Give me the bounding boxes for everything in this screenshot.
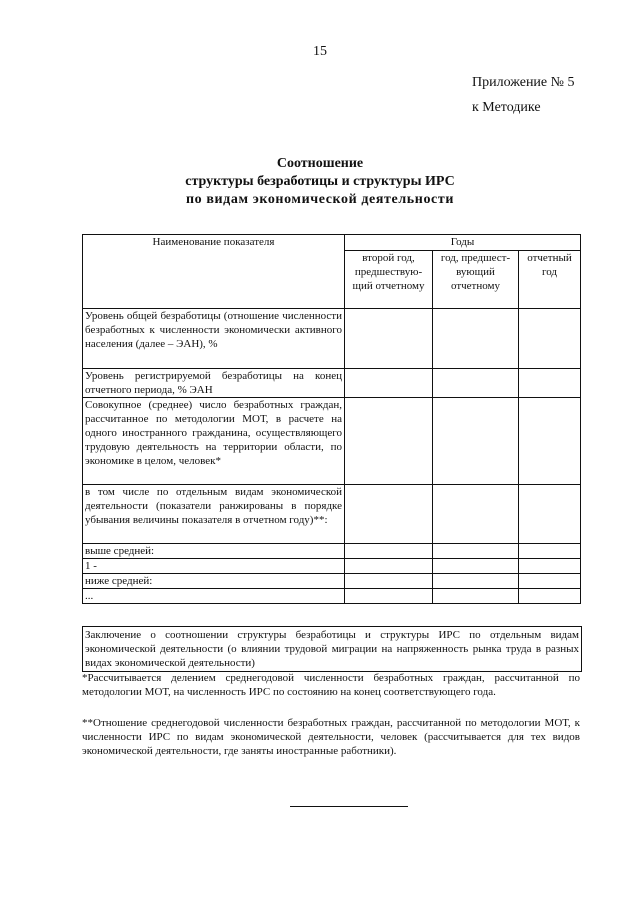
row-label: ниже средней: bbox=[83, 574, 345, 589]
appendix-label: Приложение № 5 bbox=[472, 75, 575, 90]
table-row bbox=[83, 574, 581, 589]
value-cell bbox=[519, 309, 581, 369]
header-prior-year: год, предшест- вующий отчетному bbox=[433, 251, 519, 309]
methodology-reference: к Методике bbox=[472, 100, 541, 115]
table-row bbox=[83, 369, 581, 398]
table-row bbox=[83, 485, 581, 544]
row-label: выше средней: bbox=[83, 544, 345, 559]
table-row bbox=[83, 559, 581, 574]
value-cell bbox=[433, 544, 519, 559]
table-row bbox=[83, 398, 581, 485]
value-cell bbox=[433, 369, 519, 398]
value-cell bbox=[519, 574, 581, 589]
document-title-line-2: структуры безработицы и структуры ИРС bbox=[185, 174, 455, 189]
row-label: Совокупное (среднее) число безработных граждан, рассчитанное по методологии МОТ, в расчете на одного иностранного гражданина, осуществляющего трудовую деятельность на территории области, по экономике в целом, человек* bbox=[83, 398, 345, 485]
value-cell bbox=[345, 559, 433, 574]
header-indicator-name: Наименование показателя bbox=[83, 235, 345, 309]
value-cell bbox=[345, 544, 433, 559]
header-reporting-year: отчетный год bbox=[519, 251, 581, 309]
value-cell bbox=[433, 398, 519, 485]
value-cell bbox=[345, 485, 433, 544]
bottom-divider bbox=[290, 806, 408, 807]
value-cell bbox=[433, 589, 519, 604]
row-label: ... bbox=[83, 589, 345, 604]
value-cell bbox=[345, 369, 433, 398]
row-label: 1 - bbox=[83, 559, 345, 574]
value-cell bbox=[433, 485, 519, 544]
value-cell bbox=[345, 309, 433, 369]
indicators-table bbox=[82, 234, 581, 604]
table-row bbox=[83, 589, 581, 604]
row-label: Уровень регистрируемой безработицы на конец отчетного периода, % ЭАН bbox=[83, 369, 345, 398]
value-cell bbox=[519, 589, 581, 604]
footnote-1: *Рассчитывается делением среднегодовой численности безработных граждан, рассчитанной по методологии МОТ, на численность ИРС по состоянию на конец соответствующего года. bbox=[82, 672, 580, 698]
value-cell bbox=[519, 485, 581, 544]
document-title-line-3: по видам экономической деятельности bbox=[185, 192, 455, 207]
table-row bbox=[83, 309, 581, 369]
conclusion-box: Заключение о соотношении структуры безработицы и структуры ИРС по отдельным видам экономической деятельности (о влиянии трудовой миграции на напряженность рынка труда в разных видах экономической деятельности) bbox=[82, 626, 582, 672]
footnote-2: **Отношение среднегодовой численности безработных граждан, рассчитанной по методологии МОТ, к численности ИРС по видам экономической деятельности, человек (рассчитывается для тех видов экономической деятельности, где заняты иностранные работники). bbox=[82, 717, 580, 757]
header-second-prior-year: второй год, предшествую- щий отчетному bbox=[345, 251, 433, 309]
value-cell bbox=[433, 559, 519, 574]
table-row bbox=[83, 544, 581, 559]
row-label: Уровень общей безработицы (отношение численности безработных к численности экономически активного населения (далее – ЭАН), % bbox=[83, 309, 345, 369]
document-title-line-1: Соотношение bbox=[276, 156, 364, 171]
header-years: Годы bbox=[345, 235, 581, 251]
value-cell bbox=[519, 544, 581, 559]
value-cell bbox=[345, 574, 433, 589]
value-cell bbox=[433, 574, 519, 589]
value-cell bbox=[519, 369, 581, 398]
value-cell bbox=[519, 559, 581, 574]
value-cell bbox=[345, 398, 433, 485]
page-number: 15 bbox=[313, 44, 327, 59]
value-cell bbox=[433, 309, 519, 369]
value-cell bbox=[345, 589, 433, 604]
value-cell bbox=[519, 398, 581, 485]
row-label: в том числе по отдельным видам экономической деятельности (показатели ранжированы в порядке убывания величины показателя в отчетном году)**: bbox=[83, 485, 345, 544]
